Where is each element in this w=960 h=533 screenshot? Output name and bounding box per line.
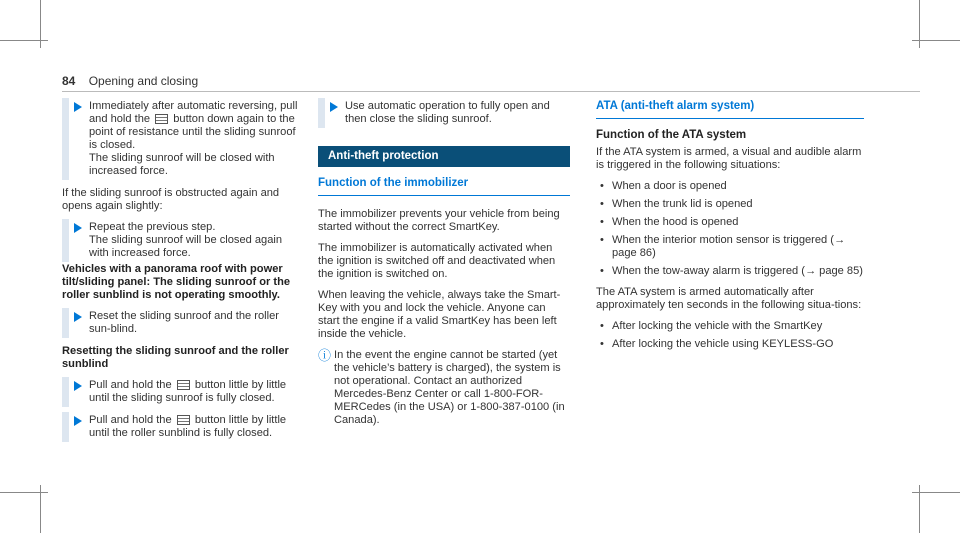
step-item: Use automatic operation to fully open and then close the sliding sunroof. [318, 100, 570, 126]
list-item: • When a door is opened [596, 180, 864, 193]
crop-mark [0, 492, 48, 493]
step-item: Pull and hold the button little by little until the sliding sunroof is fully closed. [62, 379, 302, 405]
crop-mark [0, 40, 48, 41]
bold-heading: Vehicles with a panorama roof with power tilt/sliding panel: The sliding sunroof or the roller sunblind is not operating smoothly. [62, 263, 291, 301]
reset-heading: Resetting the sliding sunroof and the roller sunblind [62, 345, 289, 370]
list-item: • When the tow-away alarm is triggered (→ page 85) [596, 265, 864, 278]
paragraph: If the sliding sunroof is obstructed again and opens again slightly: [62, 187, 280, 212]
section-title: Opening and closing [88, 74, 199, 88]
step-item: Repeat the previous step. The sliding sunroof will be closed again with increased force. [62, 221, 302, 260]
subsection-heading: Function of the immobilizer [318, 177, 570, 196]
step-item: Reset the sliding sunroof and the roller sun-blind. [62, 310, 302, 336]
page-header [62, 74, 198, 88]
sunroof-button-icon [155, 114, 168, 124]
step-item: Pull and hold the button little by little until the roller sunblind is fully closed. [62, 414, 302, 440]
section-banner: Anti-theft protection [318, 146, 570, 167]
paragraph: When leaving the vehicle, always take the Smart-Key with you and lock the vehicle. Anyone can start the engine if a valid SmartKey has been left inside the vehicle. [318, 289, 561, 340]
step-arrow-icon [74, 223, 82, 233]
step-item: Immediately after automatic reversing, pull and hold the button down again to the point of resistance until the sliding sunroof is closed. The sliding sunroof will be closed with increased force. [62, 100, 302, 178]
column-right [596, 100, 864, 359]
function-heading: Function of the ATA system [596, 129, 747, 141]
list-item: • When the hood is opened [596, 216, 864, 229]
page-number: 84 [62, 74, 76, 88]
sunroof-button-icon [177, 415, 190, 425]
step-arrow-icon [330, 102, 338, 112]
step-arrow-icon [74, 312, 82, 322]
list-item: • When the interior motion sensor is triggered (→ page 86) [596, 234, 864, 260]
arming-list [596, 320, 864, 351]
crop-mark [912, 492, 960, 493]
step-arrow-icon [74, 416, 82, 426]
step-arrow-icon [74, 102, 82, 112]
list-item: • After locking the vehicle using KEYLESS-GO [596, 338, 864, 351]
crop-mark [912, 40, 960, 41]
header-divider [62, 91, 920, 92]
sunroof-button-icon [177, 380, 190, 390]
column-middle [318, 100, 570, 427]
paragraph: The immobilizer is automatically activated when the ignition is switched off and deactivated when the ignition is switched on. [318, 242, 556, 280]
paragraph: The ATA system is armed automatically after approximately ten seconds in the following situa-tions: [596, 286, 862, 311]
list-item: • After locking the vehicle with the SmartKey [596, 320, 864, 333]
info-icon: ⓘ [318, 348, 332, 363]
column-left [62, 100, 302, 449]
paragraph: The immobilizer prevents your vehicle from being started without the correct SmartKey. [318, 208, 560, 233]
paragraph: If the ATA system is armed, a visual and audible alarm is triggered in the following situations: [596, 146, 862, 171]
subsection-heading: ATA (anti-theft alarm system) [596, 100, 864, 119]
info-note: ⓘ In the event the engine cannot be started (yet the vehicle’s battery is charged), the system is not operational. Contact an authorized Mercedes-Benz Center or call 1-800-FOR-MERCedes (in the USA) or 1-800-387-0100 (in Canada). [318, 348, 565, 426]
situation-list [596, 180, 864, 278]
list-item: • When the trunk lid is opened [596, 198, 864, 211]
step-arrow-icon [74, 381, 82, 391]
